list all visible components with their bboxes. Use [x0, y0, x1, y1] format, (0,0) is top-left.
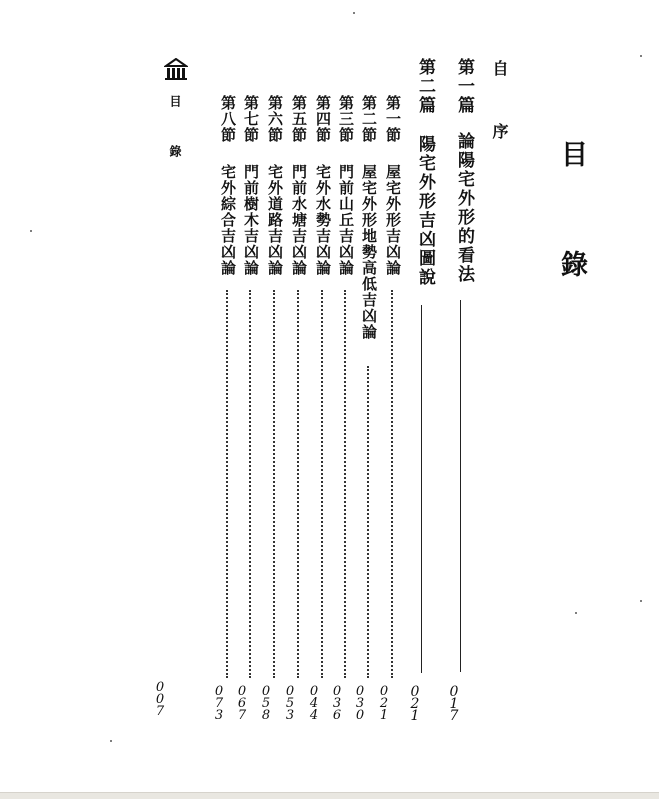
- toc-text: 宅外道路吉凶論: [266, 164, 284, 276]
- leader-dots: [249, 290, 251, 678]
- toc-label: 第四節: [314, 95, 332, 143]
- toc-label: 第一篇: [454, 58, 474, 115]
- toc-text: 屋宅外形地勢高低吉凶論: [360, 164, 378, 340]
- toc-label: 自 序: [490, 60, 509, 153]
- scan-speck: [575, 612, 577, 614]
- scan-bottom-edge: [0, 792, 659, 799]
- page-number: 0 3 6: [332, 684, 342, 723]
- toc-label: 第五節: [290, 95, 308, 143]
- toc-label: 第七節: [242, 95, 260, 143]
- leader-dots: [391, 290, 393, 678]
- page-number: 0 3 0: [355, 684, 365, 723]
- page-number: 0 7 3: [214, 684, 224, 723]
- scan-speck: [640, 55, 642, 57]
- leader-dots: [344, 290, 346, 678]
- toc-text: 論陽宅外形的看法: [454, 132, 474, 284]
- toc-label: 第三節: [337, 95, 355, 143]
- scan-speck: [110, 740, 112, 742]
- leader-dots: [367, 366, 369, 678]
- page-number: 0 6 7: [237, 684, 247, 723]
- leader-dots: [321, 290, 323, 678]
- leader-line: [421, 305, 422, 673]
- page-number: 0 1 7: [449, 684, 459, 724]
- scan-speck: [30, 230, 32, 232]
- leader-dots: [273, 290, 275, 678]
- page-number: 0 5 3: [285, 684, 295, 723]
- scan-speck: [353, 12, 355, 14]
- toc-text: 宅外水勢吉凶論: [314, 164, 332, 276]
- page-number: 0 2 1: [379, 684, 389, 723]
- page-number: 0 2 1: [410, 684, 420, 724]
- leader-dots: [226, 290, 228, 678]
- page-number: 0 4 4: [309, 684, 319, 723]
- toc-text: 陽宅外形吉凶圖說: [415, 135, 435, 287]
- toc-text: 宅外綜合吉凶論: [219, 164, 237, 276]
- toc-text: 門前樹木吉凶論: [242, 164, 260, 276]
- toc-text: 屋宅外形吉凶論: [384, 164, 402, 276]
- toc-text: 門前水塘吉凶論: [290, 164, 308, 276]
- toc-label: 第二篇: [415, 58, 435, 115]
- toc-label: 第八節: [219, 95, 237, 143]
- folio-page-number: 0 0 7: [155, 680, 165, 719]
- leader-line: [460, 300, 461, 672]
- leader-dots: [297, 290, 299, 678]
- running-header: 目 錄: [168, 95, 182, 169]
- scan-speck: [640, 600, 642, 602]
- toc-text: 門前山丘吉凶論: [337, 164, 355, 276]
- publisher-logo-icon: [164, 58, 188, 80]
- toc-label: 第六節: [266, 95, 284, 143]
- toc-label: 第二節: [360, 95, 378, 143]
- toc-label: 第一節: [384, 95, 402, 143]
- page-number: 0 5 8: [261, 684, 271, 723]
- page-title: 目 錄: [556, 140, 587, 303]
